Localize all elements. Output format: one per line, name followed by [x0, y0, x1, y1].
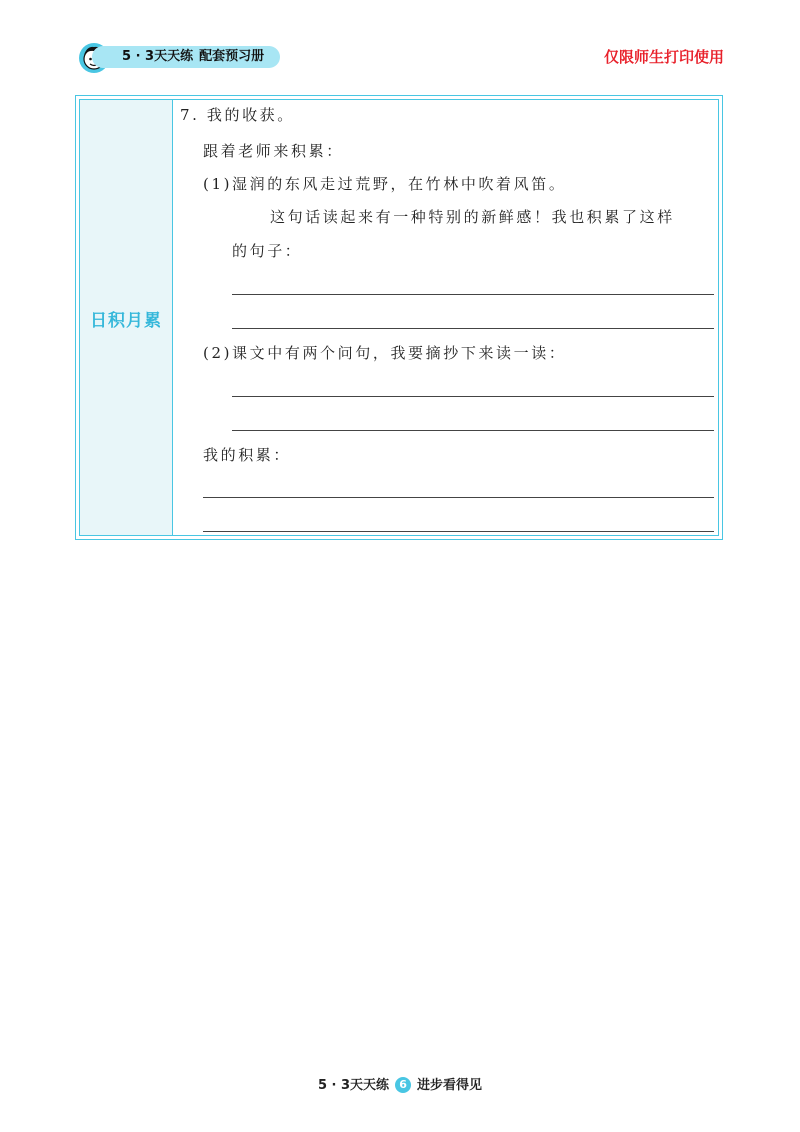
- answer-line-2b[interactable]: [232, 430, 714, 431]
- brand-header: [78, 42, 284, 72]
- page-number: 6: [395, 1077, 411, 1093]
- question-2: (2)课文中有两个问句，我要摘抄下来读一读：: [203, 344, 567, 362]
- question-title: 7. 我的收获。: [180, 106, 295, 124]
- footer-brand: 5 · 3天天练: [317, 1078, 390, 1093]
- answer-line-2a[interactable]: [232, 396, 714, 397]
- answer-line-1b[interactable]: [232, 328, 714, 329]
- question-1: (1)湿润的东风走过荒野，在竹林中吹着风笛。: [203, 175, 567, 193]
- intro-text: 跟着老师来积累：: [203, 142, 344, 160]
- restriction-notice: 仅限师生打印使用: [603, 48, 724, 66]
- question-1-prompt-line2: 的句子：: [232, 242, 303, 260]
- exercise-box: [75, 95, 723, 540]
- my-collection-label: 我的积累：: [203, 446, 292, 464]
- answer-line-1a[interactable]: [232, 294, 714, 295]
- brand-sub: 配套预习册: [199, 49, 265, 64]
- side-column: [80, 100, 173, 535]
- answer-line-3a[interactable]: [203, 497, 714, 498]
- question-1-prompt-line1: 这句话读起来有一种特别的新鲜感！我也积累了这样: [270, 208, 675, 226]
- brand-pill: [92, 46, 280, 68]
- side-label: 日积月累: [90, 311, 162, 331]
- brand-main: 5 · 3天天练: [122, 49, 194, 64]
- footer-slogan: 进步看得见: [417, 1078, 483, 1093]
- exercise-box-inner: [79, 99, 719, 536]
- answer-line-3b[interactable]: [203, 531, 714, 532]
- page-footer: [0, 1074, 800, 1093]
